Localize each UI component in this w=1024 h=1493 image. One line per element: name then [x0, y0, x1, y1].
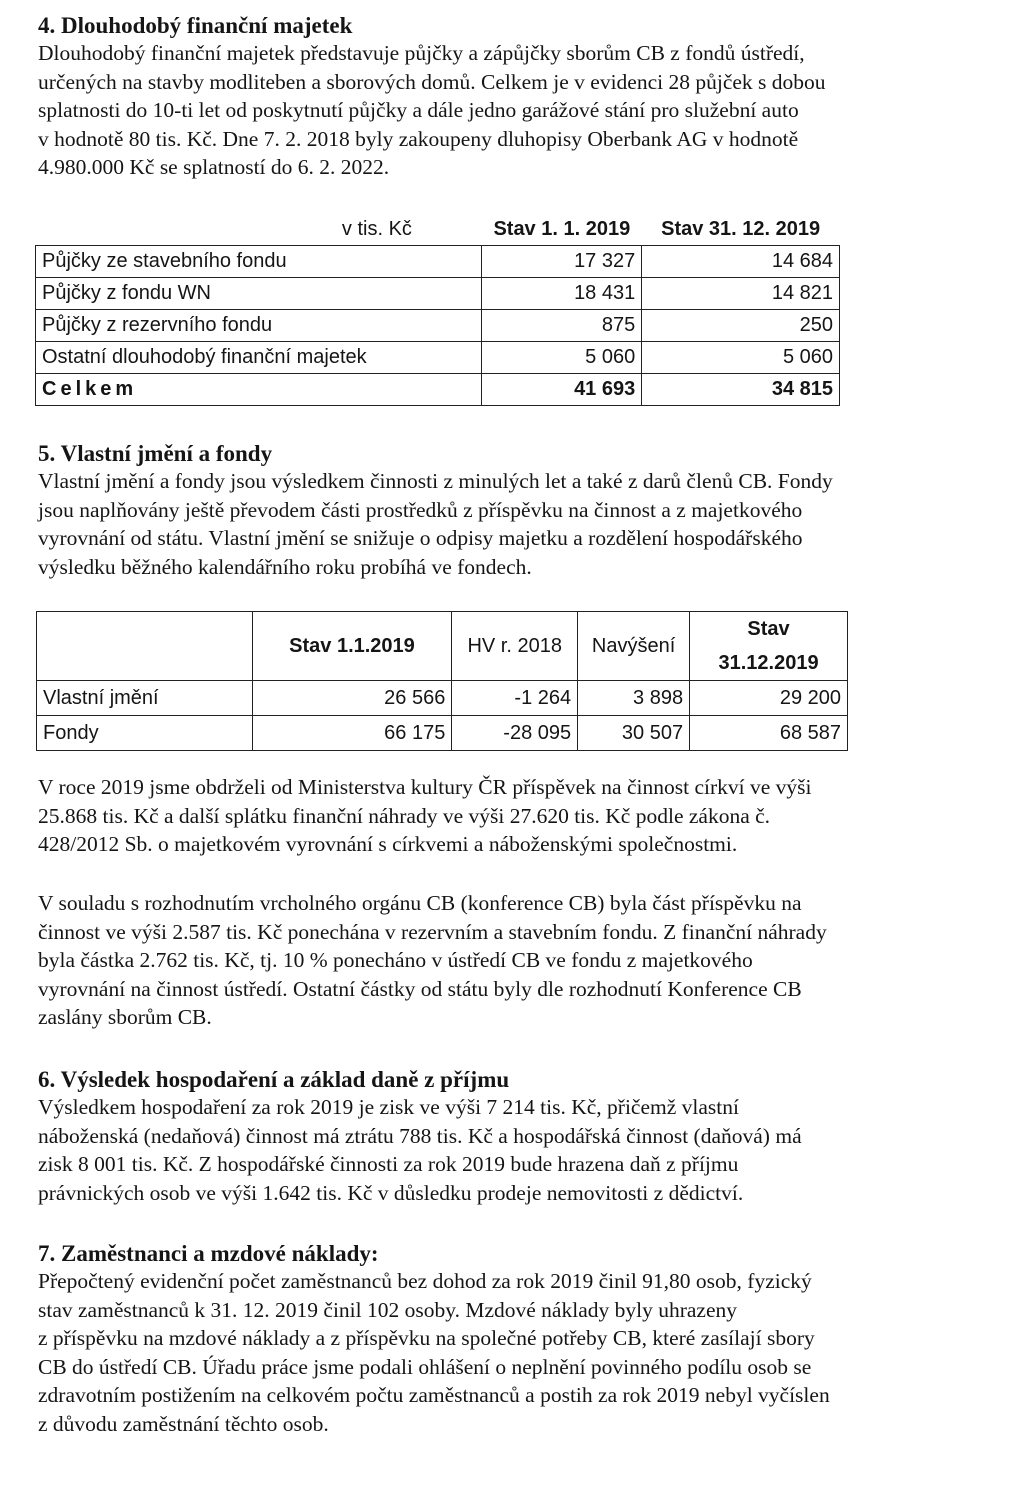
value-cell: 250	[642, 310, 840, 342]
col-header: Stav 31. 12. 2019	[661, 218, 821, 240]
section-4	[38, 12, 978, 182]
section-5-heading: 5. Vlastní jmění a fondy	[38, 441, 273, 466]
col-header: Stav 31.12.2019	[690, 612, 848, 681]
section-6-heading: 6. Výsledek hospodaření a základ daně z příjmu	[38, 1067, 510, 1092]
unit-label: v tis. Kč	[341, 218, 412, 240]
total-value: 34 815	[642, 374, 840, 406]
section-4-text: Dlouhodobý finanční majetek představuje půjčky a zápůjčky sborům CB z fondů ústředí, určených na stavby modliteben a sborových domů. Celkem je v evidenci 28 půjček s dobou splatnosti do 10-ti let od poskytnutí půjčky a dále jedno garážové stání pro služební auto v hodnotě 80 tis. Kč. Dne 7. 2. 2018 byly zakoupeny dluhopisy Oberbank AG v hodnotě 4.980.000 Kč se splatností do 6. 2. 2022.	[38, 41, 826, 179]
value-cell: 5 060	[482, 342, 642, 374]
value-cell: 66 175	[252, 716, 452, 751]
value-cell: 29 200	[690, 681, 848, 716]
section-5-paragraph-3	[38, 889, 978, 1032]
value-cell: 18 431	[482, 278, 642, 310]
equity-funds-table	[36, 611, 848, 751]
section-7-heading: 7. Zaměstnanci a mzdové náklady:	[38, 1241, 379, 1266]
value-cell: 68 587	[690, 716, 848, 751]
paragraph: V souladu s rozhodnutím vrcholného orgánu CB (konference CB) byla část příspěvku na činnost ve výši 2.587 tis. Kč ponechána v rezervním a stavebním fondu. Z finanční náhrady byla částka 2.762 tis. Kč, tj. 10 % ponecháno v ústředí CB ve fondu z majetkového vyrovnání na činnost ústředí. Ostatní částky od státu byly dle rozhodnutí Konference CB zaslány sborům CB.	[38, 891, 827, 1029]
table-row	[36, 278, 840, 310]
section-7-text: Přepočtený evidenční počet zaměstnanců bez dohod za rok 2019 činil 91,80 osob, fyzický stav zaměstnanců k 31. 12. 2019 činil 102 osoby. Mzdové náklady byly uhrazeny z příspěvku na mzdové náklady a z příspěvku na společné potřeby CB, které zasílají sbory CB do ústředí CB. Úřadu práce jsme podali ohlášení o neplnění povinného podílu osob se zdravotním postižením na celkovém počtu zaměstnanců a postih za rok 2019 nebyl vyčíslen z důvodu zaměstnání těchto osob.	[38, 1269, 830, 1436]
row-label: Ostatní dlouhodobý finanční majetek	[36, 342, 482, 374]
value-cell: 14 821	[642, 278, 840, 310]
col-header: Stav 1. 1. 2019	[493, 218, 631, 240]
table-row	[37, 716, 848, 751]
row-label: Fondy	[37, 716, 253, 751]
value-cell: 5 060	[642, 342, 840, 374]
section-5	[38, 440, 978, 581]
financial-assets-table	[35, 214, 840, 406]
col-header: Navýšení	[578, 612, 690, 681]
paragraph: V roce 2019 jsme obdrželi od Ministerstva kultury ČR příspěvek na činnost církví ve výši 25.868 tis. Kč a další splátku finanční náhrady ve výši 27.620 tis. Kč podle zákona č. 428/2012 Sb. o majetkovém vyrovnání s církvemi a náboženskými společnostmi.	[38, 775, 812, 856]
value-cell: 26 566	[252, 681, 452, 716]
section-7	[38, 1240, 978, 1438]
row-label: Půjčky z fondu WN	[36, 278, 482, 310]
table-header-row	[37, 612, 848, 681]
table-row	[37, 681, 848, 716]
row-label: Půjčky z rezervního fondu	[36, 310, 482, 342]
value-cell: 14 684	[642, 246, 840, 278]
total-value: 41 693	[482, 374, 642, 406]
value-cell: 3 898	[578, 681, 690, 716]
value-cell: -1 264	[452, 681, 578, 716]
section-5-paragraph-2	[38, 773, 978, 859]
section-5-text: Vlastní jmění a fondy jsou výsledkem činnosti z minulých let a také z darů členů CB. Fondy jsou naplňovány ještě převodem části prostředků z příspěvku na činnost a z majetkového vyrovnání od státu. Vlastní jmění se snižuje o odpisy majetku a rozdělení hospodářského výsledku běžného kalendářního roku probíhá ve fondech.	[38, 469, 833, 579]
value-cell: 875	[482, 310, 642, 342]
row-label: Půjčky ze stavebního fondu	[36, 246, 482, 278]
empty-header-cell	[37, 612, 253, 681]
value-cell: 17 327	[482, 246, 642, 278]
total-row	[36, 374, 840, 406]
value-cell: 30 507	[578, 716, 690, 751]
table-row	[36, 342, 840, 374]
value-cell: -28 095	[452, 716, 578, 751]
row-label: Vlastní jmění	[37, 681, 253, 716]
total-label: Celkem	[36, 374, 482, 406]
section-6-text: Výsledkem hospodaření za rok 2019 je zisk ve výši 7 214 tis. Kč, přičemž vlastní náboženská (nedaňová) činnost má ztrátu 788 tis. Kč a hospodářská činnost (daňová) má zisk 8 001 tis. Kč. Z hospodářské činnosti za rok 2019 bude hrazena daň z příjmu právnických osob ve výši 1.642 tis. Kč v důsledku prodeje nemovitosti z dědictví.	[38, 1095, 802, 1205]
section-4-heading: 4. Dlouhodobý finanční majetek	[38, 13, 353, 38]
col-header: HV r. 2018	[452, 612, 578, 681]
table-row	[36, 246, 840, 278]
section-6	[38, 1066, 978, 1207]
table-header-row	[36, 214, 840, 246]
col-header: Stav 1.1.2019	[252, 612, 452, 681]
table-row	[36, 310, 840, 342]
